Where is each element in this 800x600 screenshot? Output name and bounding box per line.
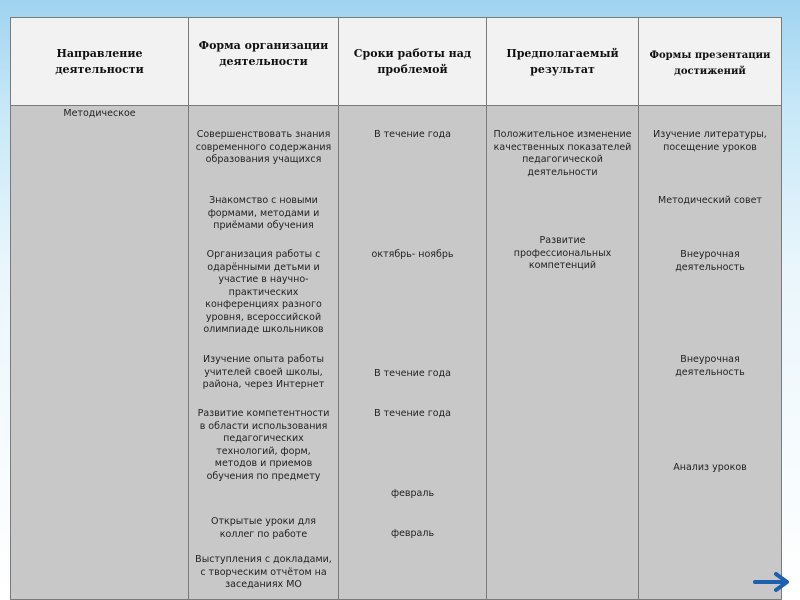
- presentation-item: Изучение литературы, посещение уроков: [653, 129, 767, 153]
- form-item: Изучение опыта работы учителей своей школы, района, через Интернет: [202, 354, 325, 390]
- header-form: Форма организации деятельности: [189, 18, 339, 105]
- result-item: Развитие профессиональных компетенций: [513, 235, 612, 271]
- form-item: Совершенствовать знания современного содержания образования учащихся: [195, 129, 332, 165]
- cell-direction: [11, 106, 189, 600]
- form-item: Открытые уроки для коллег по работе: [211, 516, 316, 540]
- plan-table: [10, 17, 782, 600]
- cell-results: [487, 106, 639, 600]
- form-item: Выступления с докладами, с творческим отчётом на заседаниях МО: [195, 554, 332, 590]
- direction-text: Методическое: [63, 108, 136, 119]
- cell-forms: [189, 106, 339, 600]
- header-presentation: Формы презентации достижений: [649, 50, 771, 77]
- term-item: февраль: [390, 528, 435, 539]
- header-terms: Сроки работы над проблемой: [339, 18, 487, 105]
- result-item: Положительное изменение качественных показателей педагогической деятельности: [493, 129, 632, 178]
- term-item: октябрь- ноябрь: [371, 249, 454, 260]
- cell-terms: [339, 106, 487, 600]
- term-item: февраль: [390, 488, 435, 499]
- term-item: В течение года: [374, 368, 451, 379]
- form-item: Развитие компетентности в области использования педагогических технологий, форм, методов и приемов обучения по предмету: [197, 408, 330, 482]
- presentation-item: Методический совет: [658, 195, 762, 206]
- table-header-row: [11, 18, 781, 106]
- header-result: Предполагаемый результат: [487, 18, 639, 105]
- form-item: Знакомство с новыми формами, методами и приёмами обучения: [207, 195, 320, 231]
- header-direction: Направление деятельности: [11, 18, 189, 105]
- presentation-item: Внеурочная деятельность: [675, 249, 745, 273]
- term-item: В течение года: [374, 129, 451, 140]
- term-item: В течение года: [374, 408, 451, 419]
- form-item: Организация работы с одарёнными детьми и участие в научно-практических конференциях разного уровня, всероссийской олимпиаде школьников: [203, 249, 324, 335]
- arrow-right-icon[interactable]: [752, 571, 792, 593]
- cell-presentations: [639, 106, 781, 600]
- table-row: [11, 106, 781, 600]
- presentation-item: Анализ уроков: [673, 462, 747, 473]
- presentation-item: Внеурочная деятельность: [675, 354, 745, 378]
